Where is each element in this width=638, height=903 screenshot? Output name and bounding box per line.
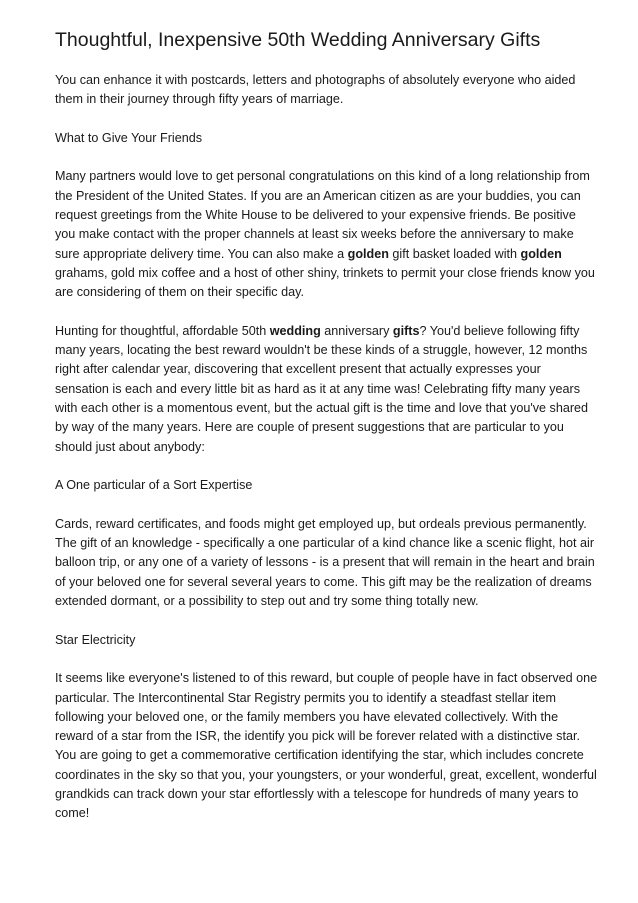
section-heading-star: Star Electricity: [55, 632, 136, 647]
text-run: gift basket loaded with: [388, 246, 521, 261]
bold-keyword: wedding: [269, 323, 321, 338]
star-paragraph: It seems like everyone's listened to of this reward, but couple of people have in fact observed one particular. The Intercontinental Star Registry permits you to identify a steadfast stellar item following your beloved one, or the family members you have elevated collectively. With the reward of a star from the ISR, the identify you pick will be forever related with a distinctive star. You are going to get a commemorative certification identifying the star, which includes concrete coordinates in the sky so that you, your youngsters, or your wonderful, great, excellent, wonderful grandkids can track down your star effortlessly with a telescope for hundreds of many years to come!: [55, 671, 598, 821]
text-run: Many partners would love to get personal congratulations on this kind of a long relationship from the President of the United States. If you are an American citizen as are your buddies, you can request greetings from the White House to be delivered to your expensive friends. Be positive you make contact with the proper channels at least six weeks before the anniversary to make sure appropriate delivery time. You can also make a: [55, 169, 590, 261]
page-title: Thoughtful, Inexpensive 50th Wedding Anniversary Gifts: [55, 29, 541, 51]
bold-keyword: gifts: [392, 323, 420, 338]
text-run: ? You'd believe following fifty many years, locating the best reward wouldn't be these kinds of a struggle, however, 12 months right after calendar year, discovering that excellent present that actually expresses your sensation is each and every little bit as hard as it at any time was! Celebrating fifty many years with each other is a momentous event, but the actual gift is the time and love that you've shared by way of the many years. Here are couple of present suggestions that are particular to you should just about anybody:: [55, 323, 589, 454]
bold-keyword: golden: [347, 246, 389, 261]
text-run: anniversary: [320, 323, 393, 338]
friends-paragraph: [55, 167, 598, 302]
gift-hunting-paragraph: [55, 322, 598, 457]
experience-paragraph: Cards, reward certificates, and foods might get employed up, but ordeals previous permanently. The gift of an knowledge - specifically a one particular of a kind chance like a scenic flight, hot air balloon trip, or any one of a variety of lessons - is a present that will remain in the heart and brain of your beloved one for several several years to come. This gift may be the realization of dreams extended dormant, or a possibility to step out and try some thing totally new.: [55, 516, 595, 609]
section-heading-experience: A One particular of a Sort Expertise: [55, 478, 253, 493]
text-run: Hunting for thoughtful, affordable 50th: [55, 323, 270, 338]
text-run: grahams, gold mix coffee and a host of other shiny, trinkets to permit your close friends know you are considering of them on their specific day.: [55, 265, 595, 300]
intro-paragraph: You can enhance it with postcards, letters and photographs of absolutely everyone who aided them in their journey through fifty years of marriage.: [55, 73, 576, 107]
section-heading-friends: What to Give Your Friends: [55, 130, 202, 145]
bold-keyword: golden: [520, 246, 562, 261]
